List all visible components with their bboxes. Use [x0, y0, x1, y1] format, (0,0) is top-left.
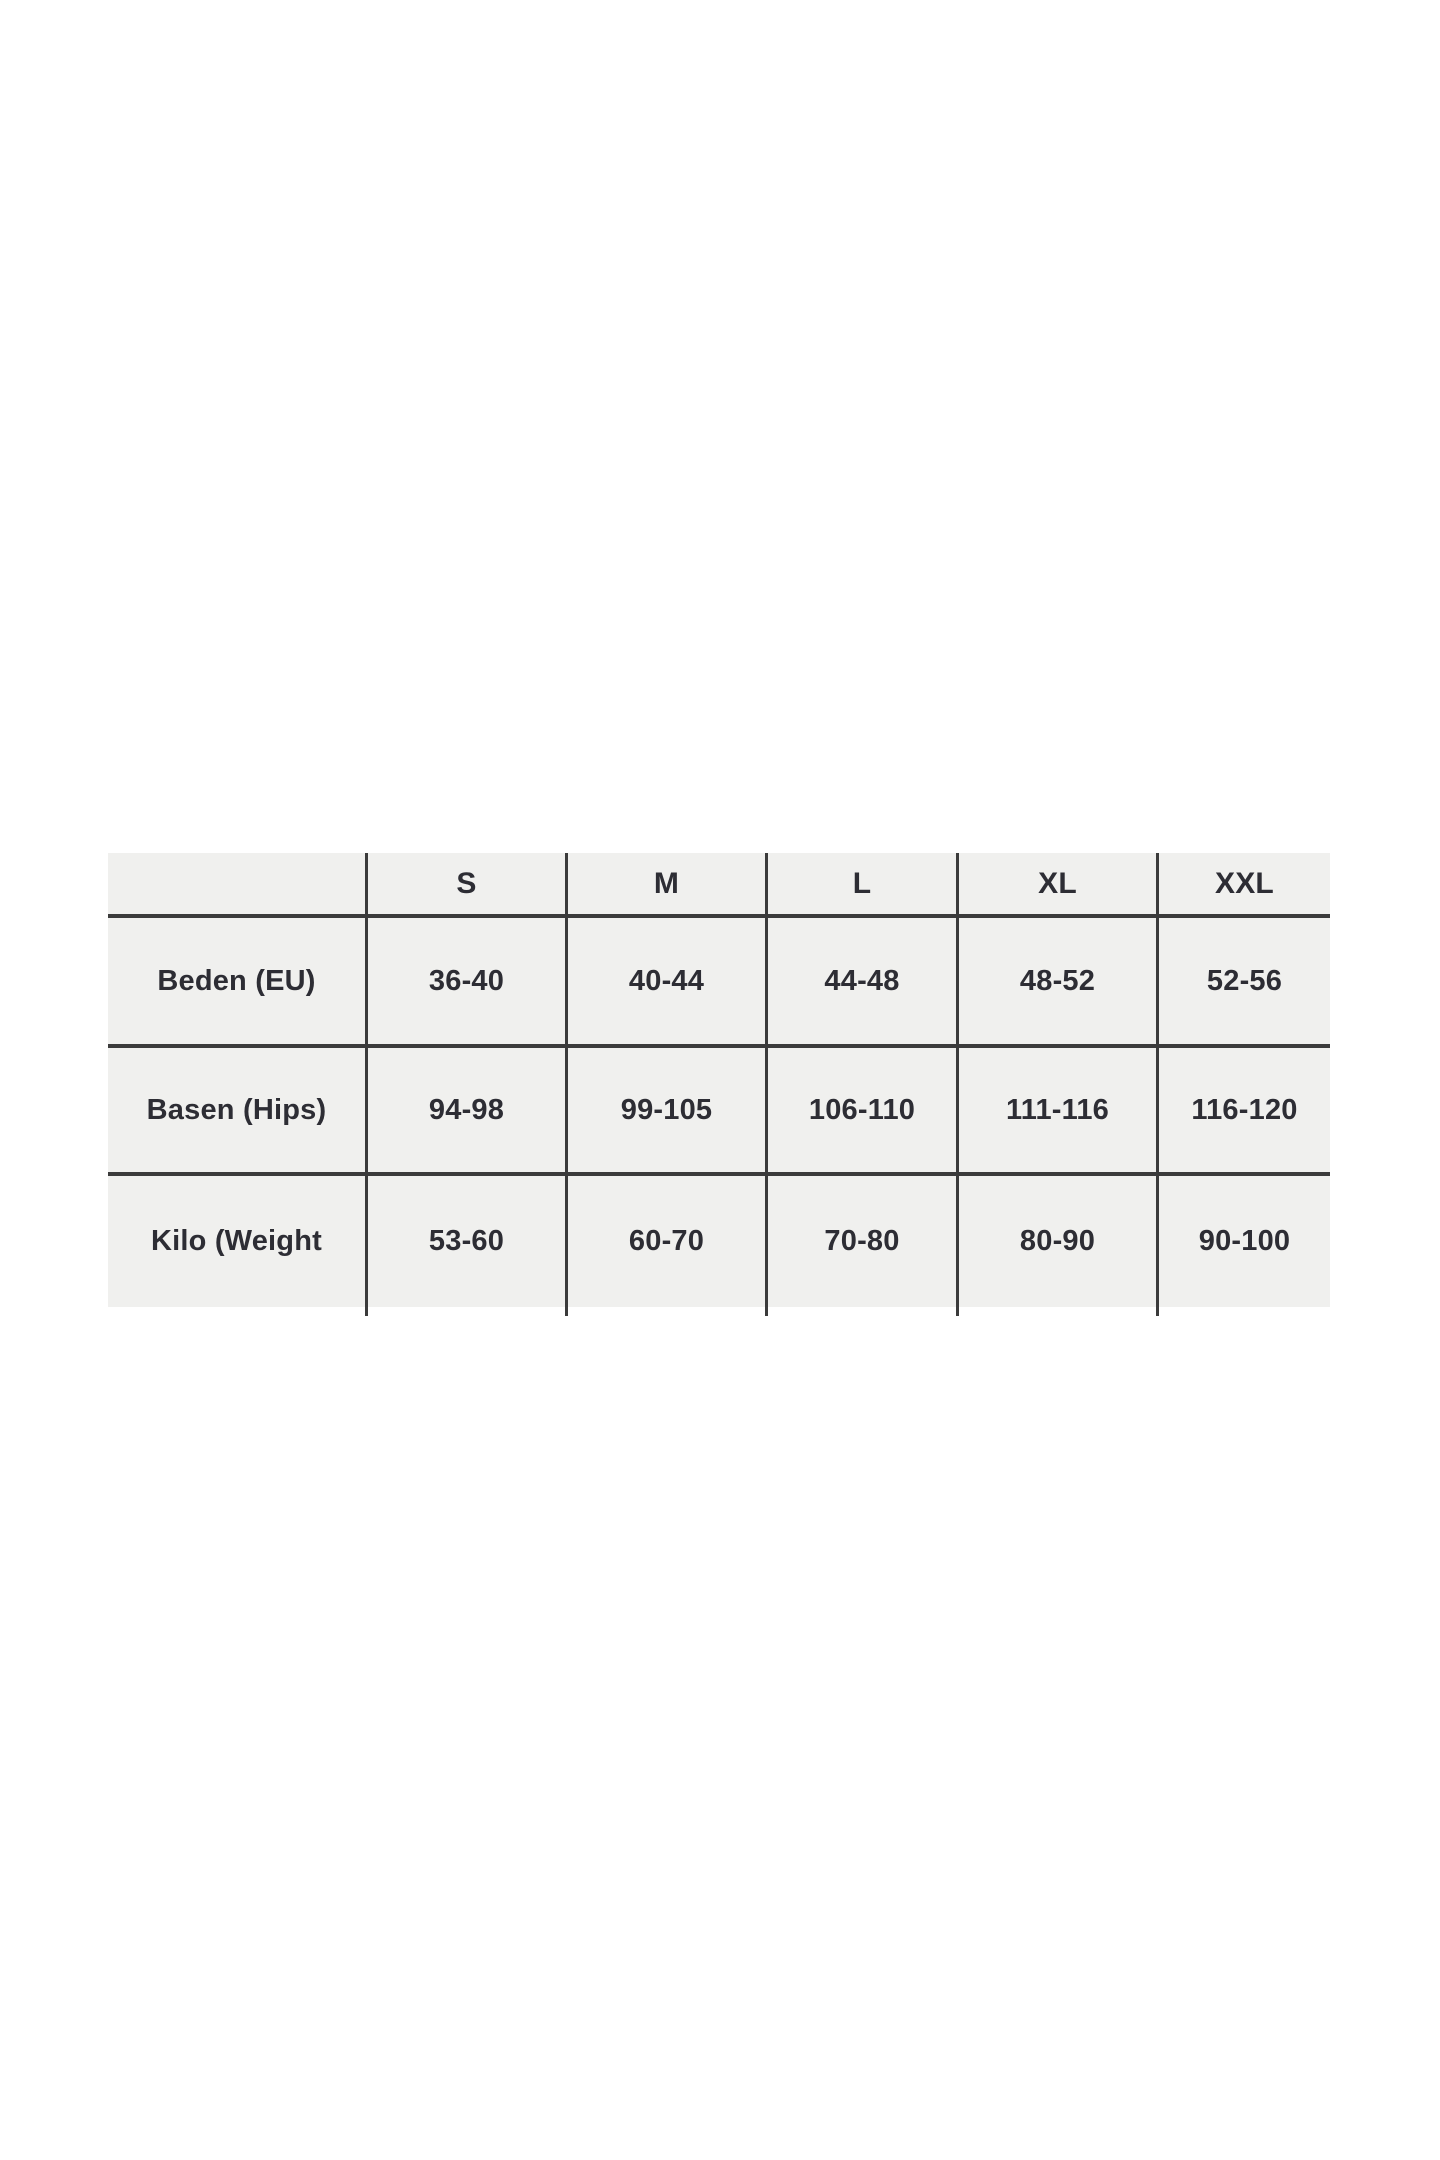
size-chart-grid [108, 853, 1330, 1307]
table-cell: 111-116 [956, 1048, 1156, 1176]
table-cell: 70-80 [765, 1176, 956, 1307]
grid-line-stub [1156, 1307, 1159, 1316]
grid-line-stub [365, 1307, 368, 1316]
table-cell: 99-105 [565, 1048, 765, 1176]
row-label: Kilo (Weight [108, 1176, 365, 1307]
table-cell: 60-70 [565, 1176, 765, 1307]
header-cell-l: L [765, 853, 956, 918]
corner-cell [108, 853, 365, 918]
table-cell: 48-52 [956, 918, 1156, 1048]
row-label: Basen (Hips) [108, 1048, 365, 1176]
table-cell: 53-60 [365, 1176, 565, 1307]
row-label: Beden (EU) [108, 918, 365, 1048]
table-cell: 80-90 [956, 1176, 1156, 1307]
header-cell-xxl: XXL [1156, 853, 1330, 918]
table-cell: 94-98 [365, 1048, 565, 1176]
header-cell-xl: XL [956, 853, 1156, 918]
table-cell: 40-44 [565, 918, 765, 1048]
grid-line-stub [956, 1307, 959, 1316]
table-cell: 44-48 [765, 918, 956, 1048]
table-cell: 52-56 [1156, 918, 1330, 1048]
table-cell: 36-40 [365, 918, 565, 1048]
header-cell-m: M [565, 853, 765, 918]
grid-line-stub [565, 1307, 568, 1316]
table-cell: 116-120 [1156, 1048, 1330, 1176]
grid-line-stub [765, 1307, 768, 1316]
table-cell: 90-100 [1156, 1176, 1330, 1307]
header-cell-s: S [365, 853, 565, 918]
table-cell: 106-110 [765, 1048, 956, 1176]
size-chart-table [108, 853, 1330, 1307]
